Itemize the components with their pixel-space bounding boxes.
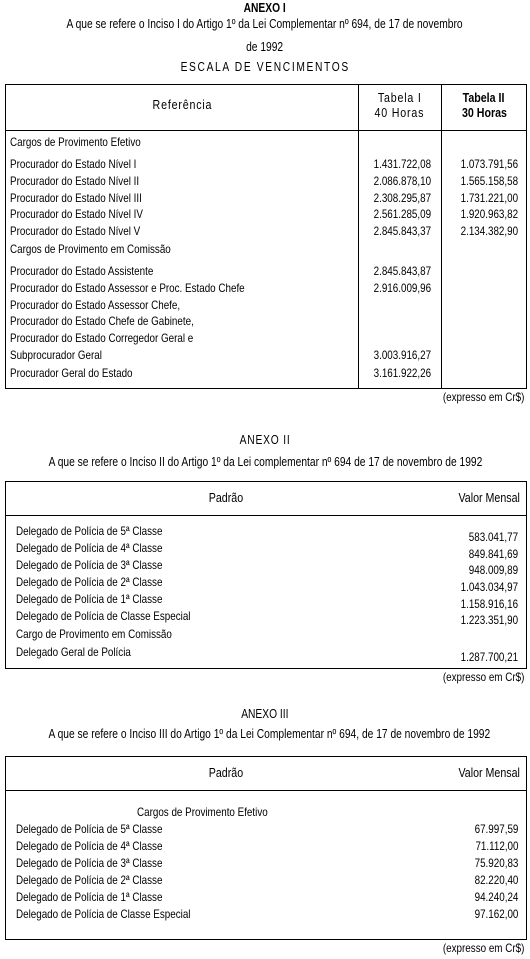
- annex2-subtitle: [0, 455, 530, 469]
- annex2-title: [0, 433, 530, 447]
- row-label: Procurador do Estado Corregedor Geral e: [10, 331, 194, 345]
- valor-mensal-value: 75.920,83: [474, 856, 518, 870]
- annex3-header-rule: [6, 790, 526, 791]
- table-row: [6, 224, 526, 239]
- valor-mensal-value: 1.158.916,16: [460, 597, 518, 611]
- valor-mensal-value: 849.841,69: [468, 547, 518, 561]
- table-row: [6, 242, 526, 257]
- valor-mensal-value: 71.112,00: [474, 839, 518, 853]
- table-row: [6, 331, 526, 346]
- tabela-1-value: 2.561.285,09: [373, 207, 431, 221]
- table-row: [6, 157, 526, 172]
- row-label: Procurador do Estado Assessor Chefe,: [10, 298, 181, 312]
- tabela-1-value: 3.161.922,26: [373, 366, 431, 380]
- annex1-scale-title-text: ESCALA DE VENCIMENTOS: [180, 60, 350, 74]
- valor-mensal-value: 948.009,89: [468, 563, 518, 577]
- annex1-scale-title: [0, 60, 530, 74]
- annex3-col-val: [445, 765, 520, 780]
- tabela-1-value: 2.845.843,87: [373, 264, 431, 278]
- valor-mensal-value: 97.162,00: [474, 907, 518, 921]
- table-row-value: [6, 650, 526, 665]
- annex1-col-t2: [441, 90, 527, 120]
- row-label: Delegado de Polícia de 4ª Classe: [16, 839, 163, 853]
- row-label: Procurador do Estado Nível I: [10, 157, 137, 171]
- annex2-title-text: ANEXO II: [239, 433, 291, 447]
- row-label: Cargo de Provimento em Comissão: [16, 627, 172, 641]
- table-row: [6, 366, 526, 381]
- row-label: Subprocurador Geral: [10, 348, 102, 362]
- row-label: Delegado de Polícia de 2ª Classe: [16, 575, 163, 589]
- row-label: Delegado de Polícia de 2ª Classe: [16, 873, 163, 887]
- valor-mensal-value: 67.997,59: [474, 822, 518, 836]
- row-label: Delegado de Polícia de 5ª Classe: [16, 524, 163, 538]
- annex1-col-t2-line2: 30 Horas: [461, 105, 507, 120]
- annex2-subtitle-text: A que se refere o Inciso II do Artigo 1º da Lei complementar nº 694 de 17 de novembro de 1992: [48, 455, 482, 469]
- row-label: Delegado de Polícia de 1ª Classe: [16, 890, 163, 904]
- annex1-col-ref: [6, 97, 358, 112]
- annex2-col-val: [445, 490, 520, 505]
- tabela-2-value: 1.731.221,00: [460, 191, 518, 205]
- annex1-title-text: ANEXO I: [243, 1, 287, 15]
- annex1-subtitle-1: [0, 17, 530, 31]
- row-label: Procurador do Estado Assistente: [10, 264, 154, 278]
- row-label: Delegado de Polícia de 4ª Classe: [16, 541, 163, 555]
- annex1-col-t1-line2: 40 Horas: [374, 105, 425, 120]
- annex1-col-t1-line1: Tabela I: [377, 90, 422, 105]
- row-label: Delegado Geral de Polícia: [16, 645, 131, 659]
- row-label: Procurador do Estado Assessor e Proc. Estado Chefe: [10, 281, 245, 295]
- annex2-col-ref: [6, 490, 446, 505]
- annex3-table: [5, 756, 527, 940]
- annex3-col-ref: [6, 765, 446, 780]
- row-label: Delegado de Polícia de 3ª Classe: [16, 558, 163, 572]
- annex1-note: (expresso em Cr$): [442, 390, 524, 404]
- table-row: [6, 174, 526, 189]
- annex1-header-rule: [6, 130, 526, 131]
- valor-mensal-value: 1.043.034,97: [460, 580, 518, 594]
- annex3-subtitle: [0, 727, 530, 741]
- table-row: [6, 890, 526, 905]
- table-row: [6, 839, 526, 854]
- table-row: [6, 264, 526, 279]
- table-row: [6, 907, 526, 922]
- row-label: Procurador Geral do Estado: [10, 366, 133, 380]
- annex2-header-rule: [6, 515, 526, 516]
- row-label: Delegado de Polícia de 5ª Classe: [16, 822, 163, 836]
- tabela-2-value: 1.920.963,82: [460, 207, 518, 221]
- tabela-1-value: 2.916.009,96: [373, 281, 431, 295]
- annex2-note: (expresso em Cr$): [442, 670, 524, 684]
- table-row: [6, 135, 526, 150]
- annex1-subtitle-2: [0, 40, 530, 54]
- annex3-col-val-text: Valor Mensal: [458, 765, 520, 780]
- tabela-2-value: 2.134.382,90: [460, 224, 518, 238]
- tabela-1-value: 2.845.843,37: [373, 224, 431, 238]
- valor-mensal-value: 583.041,77: [468, 530, 518, 544]
- tabela-1-value: 3.003.916,27: [373, 348, 431, 362]
- table-row: [6, 627, 526, 642]
- valor-mensal-value: 1.287.700,21: [460, 650, 518, 664]
- row-label: Delegado de Polícia de 1ª Classe: [16, 592, 163, 606]
- annex3-section-label: [6, 805, 526, 820]
- annex1-table: [5, 84, 527, 389]
- annex3-col-ref-text: Padrão: [208, 765, 244, 780]
- tabela-1-value: 1.431.722,08: [373, 157, 431, 171]
- annex3-title: [0, 707, 530, 721]
- row-label: Procurador do Estado Chefe de Gabinete,: [10, 314, 194, 328]
- annex3-title-text: ANEXO III: [241, 707, 289, 721]
- row-label: Cargos de Provimento Efetivo: [10, 135, 141, 149]
- annex1-col-ref-text: Referência: [152, 97, 212, 112]
- table-row: [6, 298, 526, 313]
- annex3-section-text: Cargos de Provimento Efetivo: [137, 805, 268, 819]
- annex1-col-t1: [358, 90, 441, 120]
- row-label: Delegado de Polícia de Classe Especial: [16, 907, 191, 921]
- annex2-col-ref-text: Padrão: [208, 490, 244, 505]
- annex2-col-val-text: Valor Mensal: [458, 490, 520, 505]
- annex1-subtitle-2-text: de 1992: [246, 40, 284, 54]
- annex1-col-t2-line1: Tabela II: [463, 90, 505, 105]
- table-row: [6, 856, 526, 871]
- row-label: Procurador do Estado Nível III: [10, 191, 142, 205]
- valor-mensal-value: 94.240,24: [474, 890, 518, 904]
- table-row-value: [6, 613, 526, 628]
- valor-mensal-value: 82.220,40: [474, 873, 518, 887]
- row-label: Delegado de Polícia de Classe Especial: [16, 609, 191, 623]
- row-label: Cargos de Provimento em Comissão: [10, 242, 171, 256]
- table-row: [6, 314, 526, 329]
- annex2-table: [5, 481, 527, 669]
- annex3-note: (expresso em Cr$): [442, 941, 524, 955]
- table-row: [6, 348, 526, 363]
- table-row: [6, 281, 526, 296]
- row-label: Delegado de Polícia de 3ª Classe: [16, 856, 163, 870]
- table-row: [6, 191, 526, 206]
- annex1-title: [0, 1, 530, 15]
- valor-mensal-value: 1.223.351,90: [460, 613, 518, 627]
- annex3-subtitle-text: A que se refere o Inciso III do Artigo 1º da Lei Complementar nº 694, de 17 de novembro de 1992: [48, 727, 491, 741]
- row-label: Procurador do Estado Nível II: [10, 174, 140, 188]
- tabela-1-value: 2.308.295,87: [373, 191, 431, 205]
- row-label: Procurador do Estado Nível IV: [10, 207, 143, 221]
- table-row: [6, 207, 526, 222]
- tabela-1-value: 2.086.878,10: [373, 174, 431, 188]
- tabela-2-value: 1.565.158,58: [460, 174, 518, 188]
- row-label: Procurador do Estado Nível V: [10, 224, 141, 238]
- annex1-subtitle-1-text: A que se refere o Inciso I do Artigo 1º da Lei Complementar nº 694, de 17 de novembro: [66, 17, 464, 31]
- table-row: [6, 822, 526, 837]
- tabela-2-value: 1.073.791,56: [460, 157, 518, 171]
- table-row: [6, 873, 526, 888]
